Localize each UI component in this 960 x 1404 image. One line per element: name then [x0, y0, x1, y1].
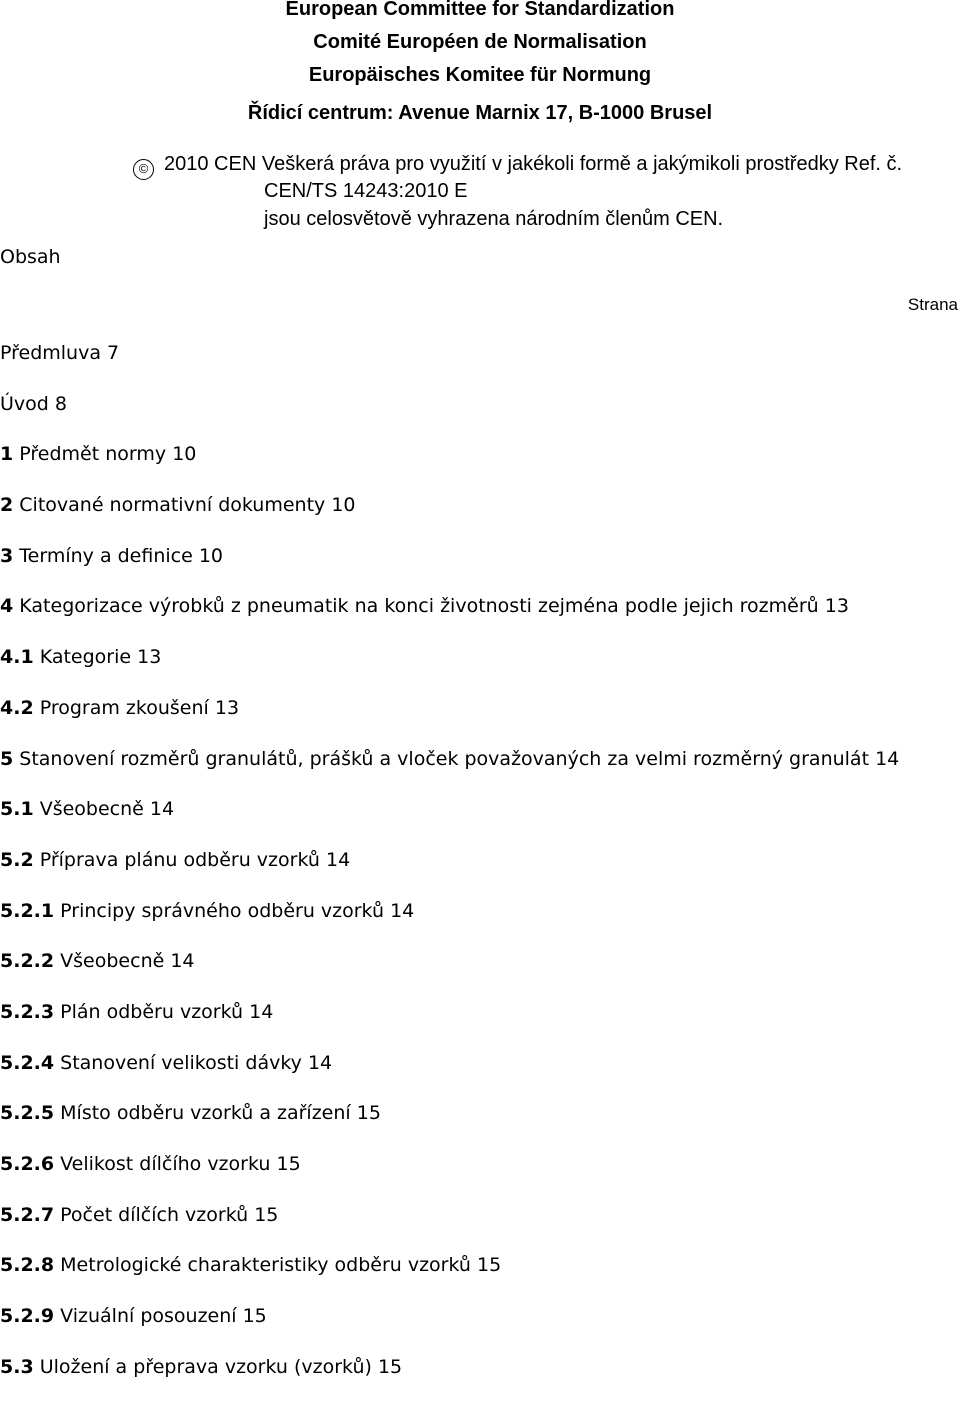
toc-entry-page: 8 — [54, 392, 67, 415]
toc-entry-page: 14 — [307, 1051, 333, 1074]
toc-entry-title: Místo odběru vzorků a zařízení — [60, 1102, 351, 1125]
header-organization-fr: Comité Européen de Normalisation — [313, 31, 647, 53]
toc-entry[interactable] — [0, 847, 899, 898]
toc-entry[interactable] — [0, 593, 899, 644]
copyright-line-3: jsou celosvětově vyhrazena národním členům CEN. — [264, 208, 724, 230]
toc-entry-page: 13 — [214, 696, 240, 719]
copyright-line-1 — [133, 152, 902, 180]
toc-entry-title: Principy správného odběru vzorků — [60, 899, 385, 922]
toc-entry-title: Stanovení rozměrů granulátů, prášků a vloček považovaných za velmi rozměrný granulát — [19, 747, 870, 770]
toc-entry[interactable] — [0, 441, 899, 492]
toc-entry-page: 14 — [149, 798, 175, 821]
toc-entry[interactable] — [0, 492, 899, 543]
table-of-contents — [0, 340, 899, 1404]
toc-entry-number: 2 — [0, 494, 14, 517]
toc-entry-number: 5.3 — [0, 1355, 34, 1378]
toc-entry-page: 15 — [254, 1203, 279, 1226]
toc-entry-number: 5.1 — [0, 798, 34, 821]
toc-entry[interactable] — [0, 1354, 899, 1404]
toc-entry-title: Počet dílčích vzorků — [60, 1203, 249, 1226]
toc-entry-number: 4.1 — [0, 646, 34, 669]
toc-entry-page: 15 — [356, 1102, 381, 1125]
header-address: Řídicí centrum: Avenue Marnix 17, B-1000 Brusel — [247, 102, 713, 124]
toc-entry-page: 14 — [875, 747, 900, 770]
toc-entry-title: Plán odběru vzorků — [60, 1000, 244, 1023]
toc-entry-page: 14 — [170, 950, 195, 973]
toc-entry-title: Velikost dílčího vzorku — [60, 1153, 271, 1175]
toc-entry-number: 3 — [0, 544, 14, 567]
toc-entry[interactable] — [0, 644, 899, 695]
toc-entry[interactable] — [0, 1303, 899, 1354]
toc-entry[interactable] — [0, 1252, 899, 1303]
toc-entry-title: Všeobecně — [60, 950, 165, 973]
toc-entry-title: Kategorizace výrobků z pneumatik na konci životnosti zejména podle jejich rozměrů — [19, 595, 819, 618]
toc-entry-page: 10 — [331, 494, 356, 517]
toc-entry[interactable] — [0, 340, 899, 391]
toc-entry-number: 5.2.3 — [0, 1000, 55, 1023]
toc-entry-title: Stanovení velikosti dávky — [60, 1051, 302, 1074]
toc-entry-number: 1 — [0, 443, 14, 466]
copyright-text-1: 2010 CEN Veškerá práva pro využití v jakékoli formě a jakýmikoli prostředky Ref. č. — [164, 153, 903, 175]
toc-entry-title: Předmět normy — [19, 443, 167, 466]
toc-entry[interactable] — [0, 898, 899, 949]
toc-entry-number: 5.2.4 — [0, 1051, 55, 1074]
toc-entry[interactable] — [0, 543, 899, 594]
toc-entry-page: 14 — [390, 899, 415, 922]
toc-entry-title: Předmluva — [0, 342, 101, 364]
copyright-line-2: CEN/TS 14243:2010 E — [264, 180, 468, 202]
toc-entry[interactable] — [0, 1050, 899, 1101]
toc-entry-number: 5 — [0, 747, 14, 770]
toc-entry-title: Metrologické charakteristiky odběru vzorků — [60, 1254, 471, 1277]
toc-entry-title: Termíny a definice — [19, 544, 193, 567]
toc-entry-page: 10 — [172, 443, 197, 466]
toc-entry[interactable] — [0, 695, 899, 746]
toc-entry-page: 14 — [325, 848, 351, 871]
toc-entry-number: 4.2 — [0, 696, 34, 719]
toc-entry-page: 13 — [824, 595, 849, 618]
toc-entry-page: 14 — [249, 1000, 274, 1023]
toc-entry-title: Kategorie — [39, 646, 132, 669]
toc-entry-number: 5.2.6 — [0, 1153, 55, 1175]
toc-entry-page: 10 — [198, 544, 224, 567]
toc-entry[interactable] — [0, 796, 899, 847]
toc-entry-page: 15 — [276, 1153, 301, 1175]
toc-entry-title: Uložení a přeprava vzorku (vzorků) — [39, 1355, 372, 1378]
toc-entry-page: 15 — [477, 1254, 502, 1277]
toc-entry-number: 4 — [0, 595, 14, 618]
header-organization-de: Europäisches Komitee für Normung — [308, 64, 652, 86]
toc-entry[interactable] — [0, 746, 899, 797]
toc-entry-title: Všeobecně — [39, 798, 144, 821]
toc-entry-number: 5.2.7 — [0, 1203, 55, 1226]
toc-entry[interactable] — [0, 1151, 899, 1202]
toc-entry[interactable] — [0, 999, 899, 1050]
toc-entry-number: 5.2.5 — [0, 1102, 55, 1125]
toc-entry-page: 15 — [377, 1355, 403, 1378]
toc-entry-title: Příprava plánu odběru vzorků — [39, 848, 320, 871]
toc-entry-number: 5.2.1 — [0, 899, 55, 922]
toc-page-label: Strana — [907, 295, 958, 314]
toc-entry-page: 7 — [107, 342, 120, 364]
toc-entry-number: 5.2.9 — [0, 1305, 55, 1328]
toc-entry[interactable] — [0, 1100, 899, 1151]
toc-entry-page: 15 — [242, 1305, 267, 1328]
header-organization-en: European Committee for Standardization — [285, 0, 675, 20]
toc-entry-number: 5.2 — [0, 848, 34, 871]
toc-entry-title: Úvod — [0, 392, 49, 415]
toc-entry[interactable] — [0, 391, 899, 442]
toc-heading: Obsah — [0, 246, 61, 268]
copyright-icon: © — [133, 159, 154, 180]
toc-entry-title: Program zkoušení — [39, 696, 209, 719]
toc-entry[interactable] — [0, 1202, 899, 1253]
toc-entry-title: Vizuální posouzení — [60, 1305, 237, 1328]
toc-entry-title: Citované normativní dokumenty — [19, 494, 326, 517]
toc-entry-number: 5.2.8 — [0, 1254, 55, 1277]
toc-entry[interactable] — [0, 948, 899, 999]
toc-entry-page: 13 — [137, 646, 162, 669]
toc-entry-number: 5.2.2 — [0, 950, 55, 973]
